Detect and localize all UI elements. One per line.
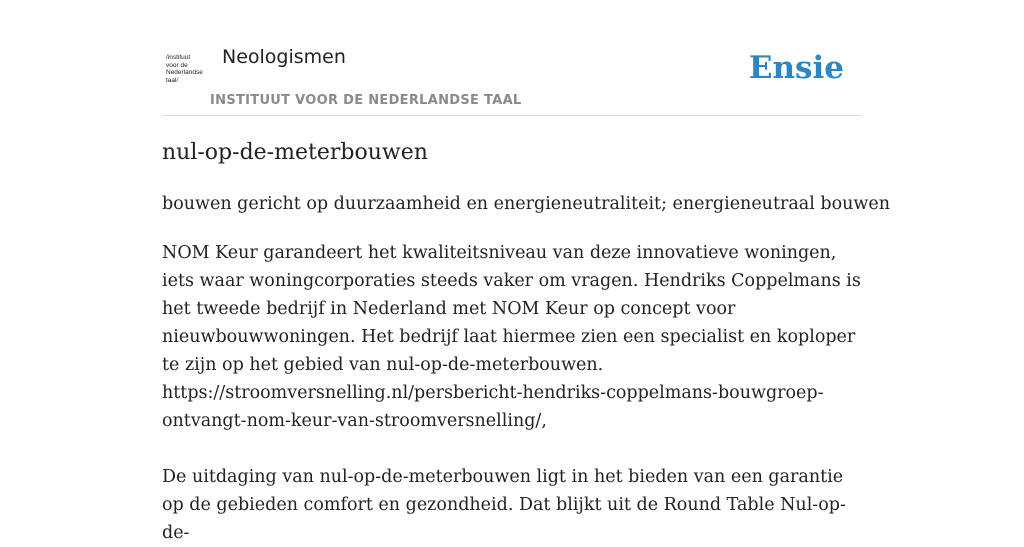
- citation-quote: [162, 463, 862, 547]
- citations: [162, 239, 862, 547]
- citation-text: De uitdaging van nul-op-de-meterbouwen ligt in het bieden van een garantie op de gebieden comfort en gezondheid. Dat blijkt uit de Round Table Nul-op-de-: [162, 467, 846, 543]
- content-container: [162, 0, 890, 543]
- logo-line: taal/: [166, 76, 179, 84]
- entry-headword: nul-op-de-meterbouwen: [162, 140, 428, 165]
- header: [162, 0, 862, 116]
- ensie-logo[interactable]: Ensie: [748, 50, 844, 86]
- site-title[interactable]: Neologismen: [222, 46, 346, 68]
- citation-spacer: [162, 435, 862, 463]
- logo-line: /instituut: [166, 54, 191, 61]
- citation-text: NOM Keur garandeert het kwaliteitsniveau van deze innovatieve woningen, iets waar woningcorporaties steeds vaker om vragen. Hendriks Coppelmans is het tweede bedrijf in Nederland met NOM Keur op concept voor nieuwbouwwoningen. Het bedrijf laat hiermee zien een specialist en koploper te zijn op het gebied van nul-op-de-meterbouwen.: [162, 243, 861, 375]
- ivdnt-logo[interactable]: [166, 54, 206, 90]
- citation-quote: [162, 239, 862, 435]
- citation-source-link[interactable]: https://stroomversnelling.nl/persbericht-hendriks-coppelmans-bouwgroep-ontvangt-nom-keur-van-stroomversnelling/,: [162, 383, 824, 431]
- organization-name: INSTITUUT VOOR DE NEDERLANDSE TAAL: [210, 93, 522, 108]
- logo-line: Nederlandse: [166, 69, 203, 76]
- logo-line: voor de: [166, 61, 188, 69]
- entry-definition: bouwen gericht op duurzaamheid en energieneutraliteit; energieneutraal bouwen: [162, 194, 890, 214]
